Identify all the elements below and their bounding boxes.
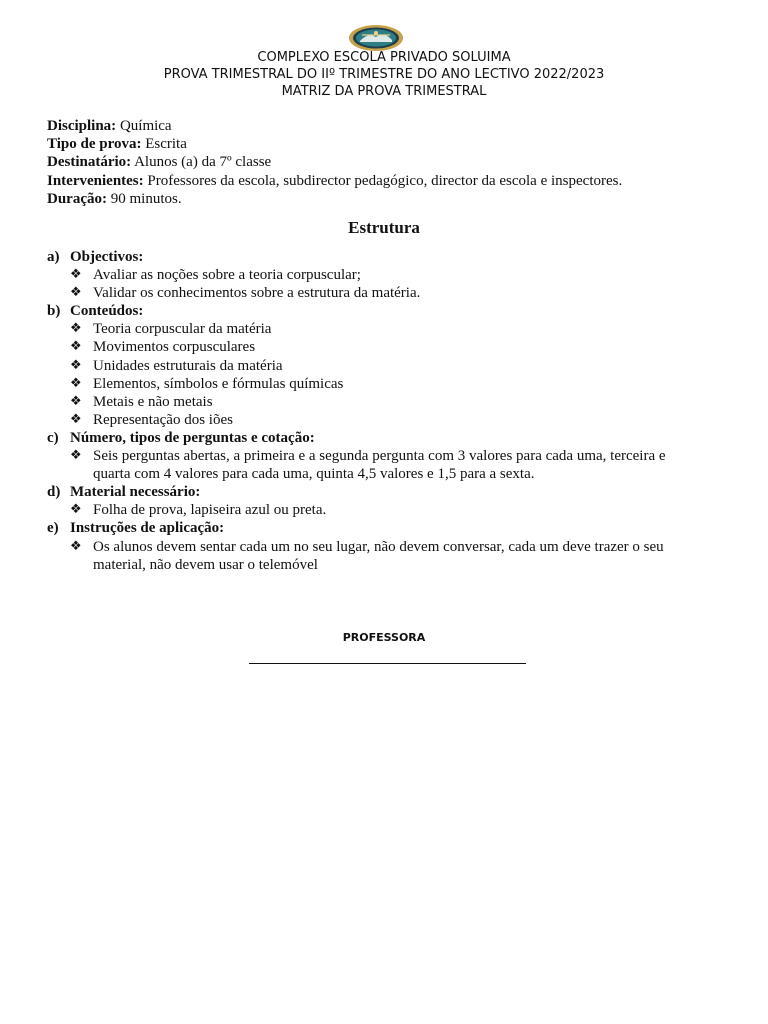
info-label: Intervenientes: [47, 172, 144, 189]
diamond-bullet-icon: ❖ [70, 339, 82, 355]
diamond-bullet-icon: ❖ [70, 357, 82, 373]
info-duration [47, 190, 737, 208]
info-label: Destinatário: [47, 154, 132, 171]
exam-info [47, 117, 737, 208]
list-item [47, 338, 697, 356]
list-item [47, 393, 697, 411]
info-value: 90 minutos. [107, 190, 182, 207]
info-label: Duração: [47, 190, 107, 207]
diamond-bullet-icon: ❖ [70, 448, 82, 464]
exam-title: PROVA TRIMESTRAL DO IIº TRIMESTRE DO ANO LECTIVO 2022/2023 [163, 67, 605, 82]
diamond-bullet-icon: ❖ [70, 393, 82, 409]
list-item-text: Teoria corpuscular da matéria [93, 321, 272, 338]
list-item [47, 538, 697, 574]
list-item [47, 320, 697, 338]
list-item-text: Avaliar as noções sobre a teoria corpuscular; [93, 267, 361, 284]
section-title: Objectivos: [70, 249, 144, 265]
section-title: Conteúdos: [70, 303, 144, 320]
list-item [47, 411, 697, 429]
diamond-bullet-icon: ❖ [70, 267, 82, 283]
list-item [47, 447, 697, 483]
structure-title: Estrutura [348, 218, 420, 237]
section-heading [47, 429, 697, 447]
list-item [47, 357, 697, 375]
info-label: Tipo de prova: [47, 136, 142, 153]
info-value: Química [116, 118, 172, 134]
info-value: Escrita [141, 136, 187, 153]
document-header [0, 49, 768, 100]
signature-role: PROFESSORA [342, 631, 426, 644]
section-heading [47, 519, 697, 537]
diamond-bullet-icon: ❖ [70, 321, 82, 337]
section-heading [47, 302, 697, 320]
list-item-text: Unidades estruturais da matéria [93, 357, 283, 374]
list-item [47, 375, 697, 393]
list-item-text: Folha de prova, lapiseira azul ou preta. [93, 502, 327, 519]
matrix-title: MATRIZ DA PROVA TRIMESTRAL [281, 84, 487, 99]
diamond-bullet-icon: ❖ [70, 375, 82, 391]
list-item-text: Validar os conhecimentos sobre a estrutura da matéria. [93, 285, 421, 302]
school-logo [348, 24, 404, 52]
diamond-bullet-icon: ❖ [70, 411, 82, 427]
section-letter: b) [47, 303, 61, 320]
list-item [47, 501, 697, 519]
list-item-text: Representação dos iões [93, 411, 233, 428]
diamond-bullet-icon: ❖ [70, 502, 82, 518]
list-item [47, 284, 697, 302]
list-item-text: Movimentos corpusculares [93, 339, 256, 356]
info-participants [47, 172, 737, 190]
list-item-text: Os alunos devem sentar cada um no seu lugar, não devem conversar, cada um deve trazer o seu material, não devem usar o telemóvel [93, 538, 664, 573]
info-exam-type [47, 135, 737, 153]
section-heading [47, 248, 697, 266]
list-item-text: Metais e não metais [93, 393, 213, 410]
section-letter: e) [47, 520, 59, 537]
section-letter: c) [47, 429, 59, 446]
list-item-text: Seis perguntas abertas, a primeira e a segunda pergunta com 3 valores para cada uma, terceira e quarta com 4 valores para cada uma, quinta 4,5 valores e 1,5 para a sexta. [93, 448, 666, 483]
signature-line [249, 663, 526, 664]
info-discipline [47, 117, 737, 135]
section-letter: a) [47, 249, 60, 265]
section-title: Material necessário: [70, 484, 201, 501]
section-title: Instruções de aplicação: [70, 520, 225, 537]
info-recipients [47, 153, 737, 171]
diamond-bullet-icon: ❖ [70, 285, 82, 301]
section-letter: d) [47, 484, 61, 501]
school-name: COMPLEXO ESCOLA PRIVADO SOLUIMA [257, 50, 511, 65]
info-label: Disciplina: [47, 118, 117, 134]
diamond-bullet-icon: ❖ [70, 538, 82, 554]
structure-list [47, 248, 697, 574]
section-title: Número, tipos de perguntas e cotação: [70, 429, 315, 446]
info-value: Alunos (a) da 7º classe [131, 154, 272, 171]
list-item-text: Elementos, símbolos e fórmulas químicas [93, 375, 344, 392]
section-heading [47, 483, 697, 501]
list-item [47, 266, 697, 284]
info-value: Professores da escola, subdirector pedagógico, director da escola e inspectores. [143, 172, 623, 189]
